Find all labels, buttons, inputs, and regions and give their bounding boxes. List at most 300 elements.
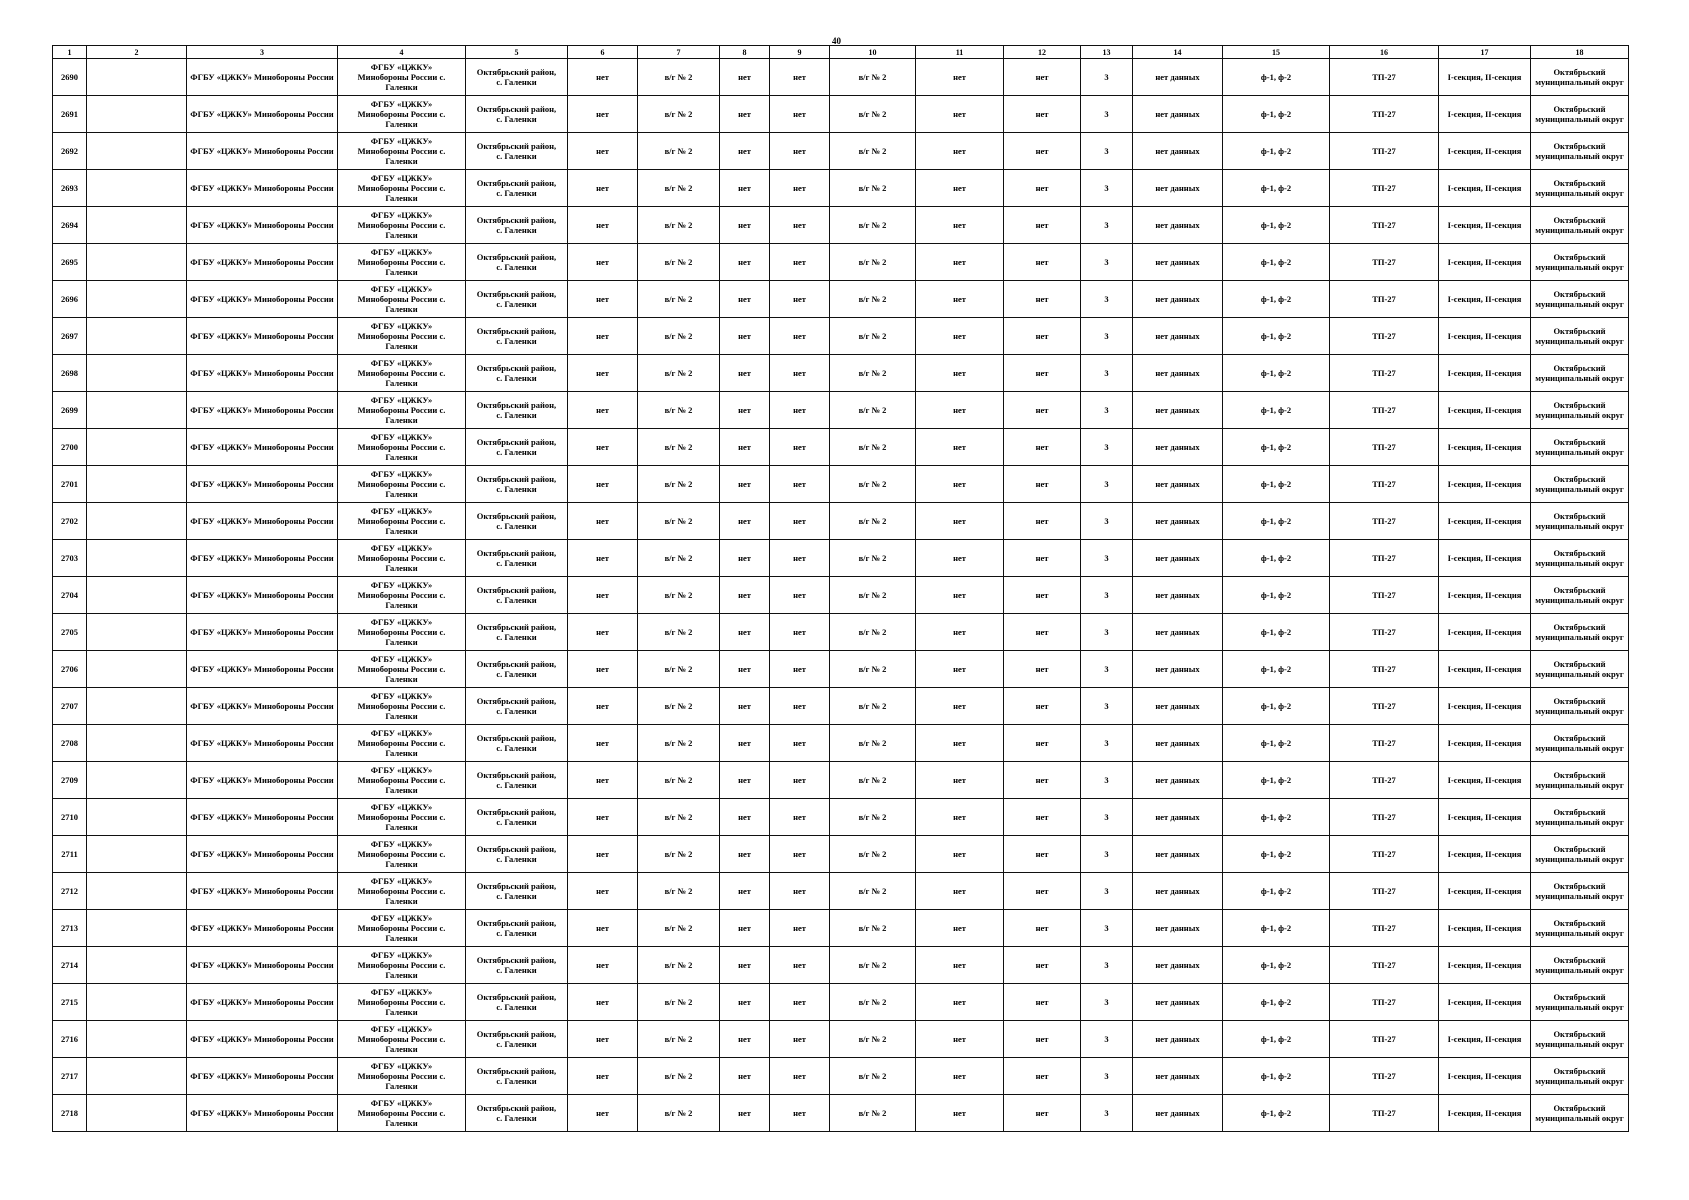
value-text: нет	[596, 442, 609, 452]
cell-col-14	[1133, 355, 1223, 392]
cell-col-5	[466, 947, 568, 984]
cell-col-18	[1531, 355, 1629, 392]
cell-col-7	[638, 947, 720, 984]
cell-col-3	[187, 614, 338, 651]
cell-col-12	[1004, 207, 1081, 244]
value-text: в/г № 2	[858, 146, 887, 156]
cell-col-4	[338, 762, 466, 799]
cell-col-7	[638, 429, 720, 466]
cell-col-4	[338, 318, 466, 355]
value-text: в/г № 2	[664, 442, 693, 452]
owner-text: ФГБУ «ЦЖКУ» Минобороны России	[190, 405, 334, 415]
value-text: ф-1, ф-2	[1260, 1034, 1292, 1044]
value-text: I-секция, II-секция	[1447, 664, 1522, 674]
cell-col-5	[466, 281, 568, 318]
holder-line: ФГБУ «ЦЖКУ»	[370, 913, 433, 923]
holder-line: Галенки	[385, 785, 418, 795]
column-header-18: 18	[1531, 46, 1629, 59]
cell-col-14	[1133, 873, 1223, 910]
cell-col-11	[916, 392, 1004, 429]
value-text: ТП-27	[1372, 294, 1396, 304]
table-row	[53, 577, 1629, 614]
cell-col-9	[770, 947, 830, 984]
value-text: I-секция, II-секция	[1447, 479, 1522, 489]
cell-col-8	[720, 1058, 770, 1095]
cell-col-16	[1330, 984, 1439, 1021]
value-text: в/г № 2	[858, 109, 887, 119]
holder-line: ФГБУ «ЦЖКУ»	[370, 580, 433, 590]
holder-line: ФГБУ «ЦЖКУ»	[370, 210, 433, 220]
value-text: нет данных	[1155, 146, 1200, 156]
cell-col-10	[830, 392, 916, 429]
cell-col-9	[770, 1095, 830, 1132]
value-text: ТП-27	[1372, 183, 1396, 193]
value-text: I-секция, II-секция	[1447, 775, 1522, 785]
cell-col-11	[916, 725, 1004, 762]
value-text: нет	[793, 146, 806, 156]
cell-col-3	[187, 873, 338, 910]
value-text: 3	[1104, 664, 1109, 674]
holder-line: Галенки	[385, 1007, 418, 1017]
cell-col-16	[1330, 688, 1439, 725]
value-text: нет	[738, 627, 751, 637]
district-line: Октябрьский	[1553, 659, 1606, 669]
value-text: нет	[738, 849, 751, 859]
value-text: нет	[596, 294, 609, 304]
cell-col-13	[1081, 540, 1133, 577]
cell-col-1	[53, 1058, 87, 1095]
cell-col-5	[466, 503, 568, 540]
owner-text: ФГБУ «ЦЖКУ» Минобороны России	[190, 146, 334, 156]
value-text: нет	[1035, 664, 1049, 674]
cell-col-8	[720, 503, 770, 540]
value-text: нет	[596, 590, 609, 600]
value-text: ТП-27	[1372, 72, 1396, 82]
cell-col-18	[1531, 207, 1629, 244]
district-line: Октябрьский	[1553, 585, 1606, 595]
value-text: в/г № 2	[858, 997, 887, 1007]
cell-col-12	[1004, 466, 1081, 503]
cell-col-6	[568, 355, 638, 392]
district-line: Октябрьский	[1553, 1066, 1606, 1076]
cell-col-14	[1133, 651, 1223, 688]
value-text: I-секция, II-секция	[1447, 738, 1522, 748]
district-line: Октябрьский	[1553, 733, 1606, 743]
cell-col-8	[720, 540, 770, 577]
value-text: в/г № 2	[664, 664, 693, 674]
value-text: 3	[1104, 72, 1109, 82]
value-text: нет	[793, 294, 806, 304]
value-text: нет	[738, 960, 751, 970]
cell-col-9	[770, 1058, 830, 1095]
cell-col-1	[53, 799, 87, 836]
value-text: в/г № 2	[664, 553, 693, 563]
value-text: нет	[738, 997, 751, 1007]
table-body	[53, 59, 1629, 1132]
value-text: нет	[793, 257, 806, 267]
cell-col-13	[1081, 984, 1133, 1021]
value-text: нет	[953, 516, 966, 526]
value-text: ТП-27	[1372, 664, 1396, 674]
district-line: муниципальный округ	[1535, 410, 1624, 420]
cell-col-8	[720, 725, 770, 762]
cell-col-10	[830, 614, 916, 651]
cell-col-15	[1223, 355, 1330, 392]
holder-line: Галенки	[385, 1118, 418, 1128]
value-text: I-секция, II-секция	[1447, 72, 1522, 82]
cell-col-18	[1531, 577, 1629, 614]
value-text: в/г № 2	[664, 516, 693, 526]
cell-col-6	[568, 799, 638, 836]
table-row	[53, 947, 1629, 984]
value-text: ф-1, ф-2	[1260, 405, 1292, 415]
value-text: нет	[738, 553, 751, 563]
value-text: в/г № 2	[858, 442, 887, 452]
cell-col-2	[87, 688, 187, 725]
cell-col-12	[1004, 577, 1081, 614]
cell-col-18	[1531, 503, 1629, 540]
table-row	[53, 540, 1629, 577]
cell-col-12	[1004, 281, 1081, 318]
holder-line: Галенки	[385, 193, 418, 203]
cell-col-13	[1081, 59, 1133, 96]
district-line: Октябрьский	[1553, 807, 1606, 817]
holder-line: Минобороны России с.	[357, 442, 446, 452]
holder-line: Минобороны России с.	[357, 775, 446, 785]
cell-col-3	[187, 466, 338, 503]
cell-col-13	[1081, 910, 1133, 947]
location-line: с. Галенки	[496, 1076, 537, 1086]
value-text: нет	[793, 627, 806, 637]
cell-col-10	[830, 59, 916, 96]
holder-line: Галенки	[385, 119, 418, 129]
cell-col-16	[1330, 244, 1439, 281]
cell-col-8	[720, 281, 770, 318]
value-text: в/г № 2	[664, 627, 693, 637]
value-text: I-секция, II-секция	[1447, 516, 1522, 526]
cell-col-17	[1439, 1095, 1531, 1132]
cell-col-9	[770, 836, 830, 873]
value-text: нет	[1035, 553, 1049, 563]
cell-col-5	[466, 59, 568, 96]
value-text: ф-1, ф-2	[1260, 72, 1292, 82]
cell-col-17	[1439, 392, 1531, 429]
location-line: с. Галенки	[496, 817, 537, 827]
cell-col-1	[53, 281, 87, 318]
value-text: нет	[596, 257, 609, 267]
value-text: нет	[596, 738, 609, 748]
cell-col-15	[1223, 244, 1330, 281]
value-text: нет	[738, 812, 751, 822]
cell-col-9	[770, 96, 830, 133]
value-text: ф-1, ф-2	[1260, 442, 1292, 452]
value-text: нет	[953, 331, 966, 341]
cell-col-11	[916, 910, 1004, 947]
cell-col-3	[187, 688, 338, 725]
owner-text: ФГБУ «ЦЖКУ» Минобороны России	[190, 368, 334, 378]
cell-col-11	[916, 1021, 1004, 1058]
row-number: 2700	[61, 442, 78, 452]
column-header-5: 5	[466, 46, 568, 59]
value-text: I-секция, II-секция	[1447, 146, 1522, 156]
table-row	[53, 799, 1629, 836]
holder-line: Галенки	[385, 341, 418, 351]
cell-col-8	[720, 59, 770, 96]
row-number: 2711	[61, 849, 78, 859]
value-text: ф-1, ф-2	[1260, 368, 1292, 378]
cell-col-18	[1531, 910, 1629, 947]
row-number: 2713	[61, 923, 78, 933]
cell-col-14	[1133, 577, 1223, 614]
cell-col-10	[830, 836, 916, 873]
cell-col-5	[466, 725, 568, 762]
row-number: 2698	[61, 368, 78, 378]
district-line: муниципальный округ	[1535, 447, 1624, 457]
cell-col-9	[770, 207, 830, 244]
cell-col-14	[1133, 1058, 1223, 1095]
cell-col-17	[1439, 540, 1531, 577]
cell-col-12	[1004, 873, 1081, 910]
location-line: Октябрьский район,	[476, 104, 557, 114]
cell-col-17	[1439, 170, 1531, 207]
holder-line: ФГБУ «ЦЖКУ»	[370, 469, 433, 479]
value-text: нет	[953, 405, 966, 415]
value-text: в/г № 2	[858, 368, 887, 378]
cell-col-18	[1531, 614, 1629, 651]
value-text: нет	[953, 220, 966, 230]
cell-col-8	[720, 873, 770, 910]
value-text: нет	[953, 960, 966, 970]
value-text: нет	[738, 701, 751, 711]
table-row	[53, 503, 1629, 540]
cell-col-2	[87, 59, 187, 96]
value-text: нет	[738, 331, 751, 341]
value-text: нет	[793, 1071, 806, 1081]
row-number: 2714	[61, 960, 78, 970]
holder-line: ФГБУ «ЦЖКУ»	[370, 654, 433, 664]
cell-col-15	[1223, 318, 1330, 355]
district-line: муниципальный округ	[1535, 521, 1624, 531]
value-text: ф-1, ф-2	[1260, 775, 1292, 785]
cell-col-11	[916, 614, 1004, 651]
row-number: 2715	[61, 997, 78, 1007]
value-text: нет	[793, 886, 806, 896]
cell-col-2	[87, 1058, 187, 1095]
cell-col-5	[466, 96, 568, 133]
cell-col-8	[720, 429, 770, 466]
cell-col-17	[1439, 577, 1531, 614]
cell-col-18	[1531, 96, 1629, 133]
value-text: нет	[793, 442, 806, 452]
cell-col-18	[1531, 688, 1629, 725]
value-text: ТП-27	[1372, 1034, 1396, 1044]
cell-col-16	[1330, 762, 1439, 799]
value-text: нет данных	[1155, 701, 1200, 711]
cell-col-6	[568, 96, 638, 133]
value-text: нет	[596, 1108, 609, 1118]
holder-line: Галенки	[385, 637, 418, 647]
value-text: нет данных	[1155, 738, 1200, 748]
location-line: с. Галенки	[496, 1113, 537, 1123]
value-text: нет	[596, 664, 609, 674]
location-line: Октябрьский район,	[476, 955, 557, 965]
holder-line: Минобороны России с.	[357, 627, 446, 637]
cell-col-15	[1223, 799, 1330, 836]
value-text: нет	[953, 1071, 966, 1081]
value-text: нет	[1035, 257, 1049, 267]
value-text: нет	[953, 442, 966, 452]
value-text: 3	[1104, 109, 1109, 119]
cell-col-8	[720, 244, 770, 281]
cell-col-5	[466, 910, 568, 947]
value-text: I-секция, II-секция	[1447, 886, 1522, 896]
value-text: нет	[953, 738, 966, 748]
value-text: ф-1, ф-2	[1260, 1108, 1292, 1118]
cell-col-3	[187, 799, 338, 836]
value-text: I-секция, II-секция	[1447, 590, 1522, 600]
cell-col-16	[1330, 133, 1439, 170]
cell-col-2	[87, 355, 187, 392]
cell-col-10	[830, 133, 916, 170]
district-line: Октябрьский	[1553, 770, 1606, 780]
cell-col-5	[466, 540, 568, 577]
cell-col-12	[1004, 688, 1081, 725]
holder-line: Минобороны России с.	[357, 220, 446, 230]
cell-col-14	[1133, 984, 1223, 1021]
cell-col-2	[87, 503, 187, 540]
location-line: с. Галенки	[496, 225, 537, 235]
cell-col-2	[87, 170, 187, 207]
cell-col-6	[568, 429, 638, 466]
holder-line: ФГБУ «ЦЖКУ»	[370, 358, 433, 368]
column-header-4: 4	[338, 46, 466, 59]
value-text: нет	[793, 1034, 806, 1044]
cell-col-6	[568, 133, 638, 170]
cell-col-18	[1531, 984, 1629, 1021]
cell-col-6	[568, 614, 638, 651]
cell-col-1	[53, 651, 87, 688]
value-text: в/г № 2	[858, 294, 887, 304]
cell-col-6	[568, 725, 638, 762]
holder-line: Галенки	[385, 230, 418, 240]
cell-col-18	[1531, 799, 1629, 836]
location-line: с. Галенки	[496, 188, 537, 198]
cell-col-4	[338, 1058, 466, 1095]
cell-col-18	[1531, 1058, 1629, 1095]
cell-col-8	[720, 910, 770, 947]
cell-col-12	[1004, 392, 1081, 429]
value-text: в/г № 2	[664, 1071, 693, 1081]
location-line: с. Галенки	[496, 928, 537, 938]
value-text: ТП-27	[1372, 109, 1396, 119]
cell-col-5	[466, 1058, 568, 1095]
owner-text: ФГБУ «ЦЖКУ» Минобороны России	[190, 553, 334, 563]
page-number: 40	[832, 36, 841, 46]
table-row	[53, 96, 1629, 133]
table-row	[53, 59, 1629, 96]
table-row	[53, 688, 1629, 725]
value-text: нет данных	[1155, 960, 1200, 970]
cell-col-5	[466, 651, 568, 688]
cell-col-10	[830, 355, 916, 392]
column-header-11: 11	[916, 46, 1004, 59]
cell-col-10	[830, 910, 916, 947]
cell-col-13	[1081, 466, 1133, 503]
cell-col-3	[187, 170, 338, 207]
owner-text: ФГБУ «ЦЖКУ» Минобороны России	[190, 516, 334, 526]
district-line: Октябрьский	[1553, 437, 1606, 447]
location-line: Октябрьский район,	[476, 696, 557, 706]
cell-col-11	[916, 244, 1004, 281]
value-text: нет данных	[1155, 479, 1200, 489]
cell-col-4	[338, 133, 466, 170]
cell-col-3	[187, 59, 338, 96]
value-text: нет данных	[1155, 923, 1200, 933]
cell-col-9	[770, 1021, 830, 1058]
cell-col-8	[720, 392, 770, 429]
cell-col-3	[187, 910, 338, 947]
cell-col-10	[830, 207, 916, 244]
cell-col-12	[1004, 725, 1081, 762]
value-text: нет	[596, 775, 609, 785]
cell-col-8	[720, 318, 770, 355]
cell-col-10	[830, 540, 916, 577]
cell-col-3	[187, 1058, 338, 1095]
cell-col-1	[53, 984, 87, 1021]
cell-col-15	[1223, 429, 1330, 466]
table-row	[53, 836, 1629, 873]
value-text: 3	[1104, 1034, 1109, 1044]
value-text: I-секция, II-секция	[1447, 923, 1522, 933]
cell-col-2	[87, 725, 187, 762]
holder-line: Минобороны России с.	[357, 1108, 446, 1118]
value-text: в/г № 2	[664, 701, 693, 711]
value-text: нет	[953, 590, 966, 600]
cell-col-17	[1439, 1058, 1531, 1095]
cell-col-6	[568, 503, 638, 540]
cell-col-18	[1531, 947, 1629, 984]
cell-col-11	[916, 984, 1004, 1021]
value-text: в/г № 2	[858, 1034, 887, 1044]
location-line: с. Галенки	[496, 299, 537, 309]
value-text: нет	[596, 553, 609, 563]
cell-col-16	[1330, 59, 1439, 96]
value-text: в/г № 2	[858, 405, 887, 415]
cell-col-10	[830, 1021, 916, 1058]
value-text: нет	[1035, 405, 1049, 415]
location-line: с. Галенки	[496, 262, 537, 272]
cell-col-2	[87, 392, 187, 429]
cell-col-1	[53, 96, 87, 133]
cell-col-13	[1081, 762, 1133, 799]
cell-col-14	[1133, 244, 1223, 281]
value-text: нет	[953, 923, 966, 933]
cell-col-8	[720, 133, 770, 170]
cell-col-16	[1330, 1058, 1439, 1095]
cell-col-11	[916, 836, 1004, 873]
cell-col-8	[720, 1021, 770, 1058]
cell-col-9	[770, 762, 830, 799]
cell-col-16	[1330, 96, 1439, 133]
cell-col-4	[338, 984, 466, 1021]
cell-col-10	[830, 873, 916, 910]
location-line: Октябрьский район,	[476, 918, 557, 928]
cell-col-17	[1439, 59, 1531, 96]
owner-text: ФГБУ «ЦЖКУ» Минобороны России	[190, 72, 334, 82]
value-text: нет	[596, 1034, 609, 1044]
owner-text: ФГБУ «ЦЖКУ» Минобороны России	[190, 775, 334, 785]
value-text: в/г № 2	[664, 109, 693, 119]
